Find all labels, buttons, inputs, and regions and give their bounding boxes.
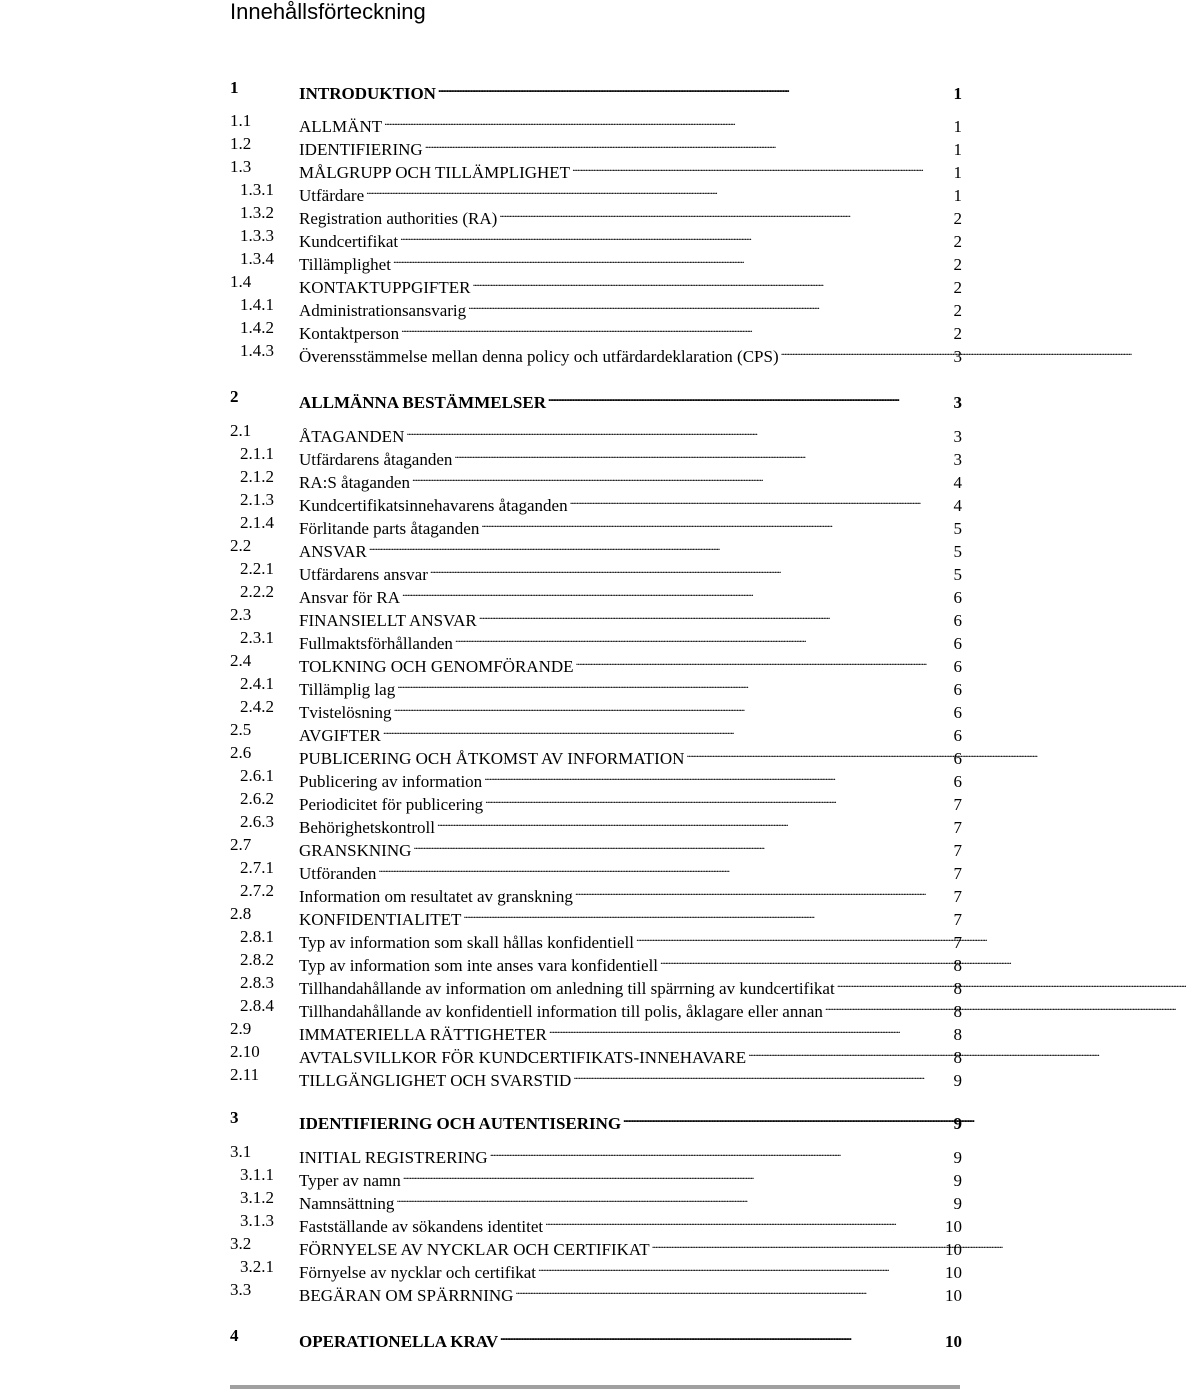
toc-dot-leader bbox=[383, 719, 952, 741]
toc-dot-leader bbox=[393, 248, 952, 270]
toc-dot-leader bbox=[576, 650, 952, 672]
toc-entry-number: 2.8.3 bbox=[240, 973, 274, 992]
toc-entry-title: AVGIFTER bbox=[299, 726, 381, 745]
toc-entry-number: 2.8.1 bbox=[240, 927, 274, 946]
toc-entry[interactable] bbox=[230, 133, 962, 159]
toc-entry-page-number: 6 bbox=[953, 703, 962, 722]
toc-entry[interactable] bbox=[230, 225, 962, 251]
toc-entry-page-number: 6 bbox=[953, 657, 962, 676]
toc-entry-number: 1.3.1 bbox=[240, 180, 274, 199]
toc-dot-leader bbox=[490, 1141, 952, 1163]
toc-entry-number: 2.6.2 bbox=[240, 789, 274, 808]
toc-entry-page-number: 1 bbox=[953, 163, 962, 182]
toc-entry[interactable] bbox=[230, 512, 962, 538]
toc-entry-title: FÖRNYELSE AV NYCKLAR OCH CERTIFIKAT bbox=[299, 1240, 650, 1259]
toc-entry-number: 2.9 bbox=[230, 1019, 252, 1038]
toc-entry-title: Tillämplig lag bbox=[299, 680, 396, 699]
toc-entry[interactable] bbox=[230, 995, 962, 1021]
toc-entry-title: FINANSIELLT ANSVAR bbox=[299, 611, 477, 630]
toc-entry[interactable] bbox=[230, 857, 962, 883]
toc-entry-page-number: 2 bbox=[953, 209, 962, 228]
toc-entry[interactable] bbox=[230, 788, 962, 814]
toc-entry-number: 2.10 bbox=[230, 1042, 260, 1061]
toc-entry-title: Förnyelse av nycklar och certifikat bbox=[299, 1263, 536, 1282]
toc-entry-title: Fullmaktsförhållanden bbox=[299, 634, 453, 653]
toc-entry-body bbox=[299, 1279, 962, 1307]
toc-dot-leader bbox=[837, 972, 952, 994]
toc-entry-title: Överensstämmelse mellan denna policy och utfärdardeklaration (CPS) bbox=[299, 347, 779, 366]
toc-dot-leader bbox=[575, 880, 952, 902]
toc-entry[interactable] bbox=[230, 1233, 962, 1259]
toc-entry-number: 2.1 bbox=[230, 421, 252, 440]
toc-entry-title: ALLMÄNT bbox=[299, 117, 383, 136]
toc-entry-title: KONTAKTUPPGIFTER bbox=[299, 278, 471, 297]
toc-entry[interactable] bbox=[230, 1141, 962, 1167]
toc-dot-leader bbox=[484, 765, 951, 787]
toc-entry-number: 2.3 bbox=[230, 605, 252, 624]
toc-dot-leader bbox=[455, 627, 952, 649]
toc-entry-number: 2.6.3 bbox=[240, 812, 274, 831]
toc-entry[interactable] bbox=[230, 340, 962, 366]
toc-entry-page-number: 7 bbox=[953, 887, 962, 906]
toc-entry-number: 2.11 bbox=[230, 1065, 260, 1084]
toc-dot-leader bbox=[402, 581, 951, 603]
toc-entry-title: RA:S åtaganden bbox=[299, 473, 410, 492]
toc-entry-body bbox=[299, 1107, 962, 1135]
toc-dot-leader bbox=[573, 1064, 951, 1086]
toc-entry-number: 2.4 bbox=[230, 651, 252, 670]
toc-entry-title: MÅLGRUPP OCH TILLÄMPLIGHET bbox=[299, 163, 571, 182]
toc-entry-title: GRANSKNING bbox=[299, 841, 412, 860]
toc-entry-page-number: 6 bbox=[953, 772, 962, 791]
toc-heading: Innehållsförteckning bbox=[230, 0, 426, 24]
toc-entry-page-number: 2 bbox=[953, 255, 962, 274]
toc-entry-page-number: 7 bbox=[953, 933, 962, 952]
toc-entry[interactable] bbox=[230, 489, 962, 515]
toc-entry-title: INTRODUKTION bbox=[299, 84, 436, 103]
toc-entry[interactable] bbox=[230, 317, 962, 343]
toc-entry[interactable] bbox=[230, 110, 962, 136]
toc-entry-number: 3.1.2 bbox=[240, 1188, 274, 1207]
toc-entry-number: 2.2.1 bbox=[240, 559, 274, 578]
toc-entry[interactable] bbox=[230, 673, 962, 699]
toc-entry[interactable] bbox=[230, 1210, 962, 1236]
toc-entry-title: Periodicitet för publicering bbox=[299, 795, 484, 814]
toc-entry-page-number: 6 bbox=[953, 749, 962, 768]
toc-entry[interactable] bbox=[230, 765, 962, 791]
toc-entry[interactable] bbox=[230, 696, 962, 722]
toc-dot-leader bbox=[572, 156, 951, 178]
toc-entry-page-number: 8 bbox=[953, 1048, 962, 1067]
toc-entry[interactable] bbox=[230, 1107, 962, 1133]
toc-entry-number: 2 bbox=[230, 387, 239, 406]
toc-dot-leader bbox=[463, 903, 951, 925]
toc-entry-page-number: 1 bbox=[953, 84, 962, 103]
toc-entry-title: Utfärdarens ansvar bbox=[299, 565, 428, 584]
toc-dot-leader bbox=[412, 466, 952, 488]
toc-entry[interactable] bbox=[230, 443, 962, 469]
toc-entry-number: 3.1.3 bbox=[240, 1211, 274, 1230]
toc-entry-page-number: 9 bbox=[953, 1194, 962, 1213]
toc-entry-page-number: 4 bbox=[953, 473, 962, 492]
toc-dot-leader bbox=[430, 558, 952, 580]
toc-entry[interactable] bbox=[230, 880, 962, 906]
toc-entry-page-number: 2 bbox=[953, 232, 962, 251]
toc-entry-number: 2.4.2 bbox=[240, 697, 274, 716]
toc-entry-page-number: 6 bbox=[953, 588, 962, 607]
toc-entry-page-number: 10 bbox=[945, 1263, 962, 1282]
toc-entry-title: IMMATERIELLA RÄTTIGHETER bbox=[299, 1025, 547, 1044]
toc-entry[interactable] bbox=[230, 420, 962, 446]
toc-dot-leader bbox=[660, 949, 951, 971]
toc-entry-number: 1.3.3 bbox=[240, 226, 274, 245]
toc-entry-page-number: 10 bbox=[945, 1332, 962, 1351]
toc-entry-title: ANSVAR bbox=[299, 542, 367, 561]
toc-dot-leader bbox=[636, 926, 952, 948]
toc-entry-number: 2.1.2 bbox=[240, 467, 274, 486]
toc-dot-leader bbox=[545, 1210, 943, 1232]
toc-entry-page-number: 7 bbox=[953, 795, 962, 814]
toc-entry-body bbox=[299, 77, 962, 105]
toc-entry[interactable] bbox=[230, 834, 962, 860]
toc-entry-page-number: 9 bbox=[953, 1148, 962, 1167]
toc-entry-title: Tvistelösning bbox=[299, 703, 392, 722]
toc-entry-title: IDENTIFIERING bbox=[299, 140, 423, 159]
toc-entry-title: Tillhandahållande av konfidentiell information till polis, åklagare eller annan bbox=[299, 1002, 823, 1021]
toc-entry-title: Tillhandahållande av information om anledning till spärrning av kundcertifikat bbox=[299, 979, 835, 998]
toc-entry-page-number: 3 bbox=[953, 347, 962, 366]
toc-dot-leader bbox=[366, 179, 951, 201]
toc-entry-title: Kundcertifikatsinnehavarens åtaganden bbox=[299, 496, 568, 515]
toc-entry-number: 2.4.1 bbox=[240, 674, 274, 693]
toc-entry-number: 1.3.2 bbox=[240, 203, 274, 222]
toc-dot-leader bbox=[401, 317, 951, 339]
toc-entry-title: Utfärdare bbox=[299, 186, 365, 205]
toc-entry-title: Tillämplighet bbox=[299, 255, 391, 274]
toc-entry[interactable] bbox=[230, 949, 962, 975]
toc-entry[interactable] bbox=[230, 535, 962, 561]
toc-entry-body bbox=[299, 386, 962, 414]
toc-entry-title: Kontaktperson bbox=[299, 324, 400, 343]
toc-dot-leader bbox=[413, 834, 951, 856]
toc-entry-number: 2.8.2 bbox=[240, 950, 274, 969]
toc-dot-leader bbox=[369, 535, 952, 557]
toc-entry-number: 1.4.2 bbox=[240, 318, 274, 337]
toc-entry-title: Namnsättning bbox=[299, 1194, 395, 1213]
toc-entry-number: 1.3.4 bbox=[240, 249, 274, 268]
toc-entry-number: 2.1.1 bbox=[240, 444, 274, 463]
toc-entry[interactable] bbox=[230, 1164, 962, 1190]
toc-entry-page-number: 9 bbox=[953, 1114, 962, 1133]
toc-entry-title: ALLMÄNNA BESTÄMMELSER bbox=[299, 393, 547, 412]
toc-entry-page-number: 10 bbox=[945, 1217, 962, 1236]
toc-dot-leader bbox=[378, 857, 951, 879]
toc-entry-title: Typ av information som skall hållas konfidentiell bbox=[299, 933, 634, 952]
toc-dot-leader bbox=[515, 1279, 943, 1301]
toc-entry-title: AVTALSVILLKOR FÖR KUNDCERTIFIKATS-INNEHAVARE bbox=[299, 1048, 747, 1067]
toc-entry-page-number: 5 bbox=[953, 542, 962, 561]
toc-entry-title: TOLKNING OCH GENOMFÖRANDE bbox=[299, 657, 574, 676]
toc-entry-title: Behörighetskontroll bbox=[299, 818, 435, 837]
toc-entry-page-number: 8 bbox=[953, 979, 962, 998]
toc-dot-leader bbox=[652, 1233, 943, 1255]
toc-entry-number: 2.1.3 bbox=[240, 490, 274, 509]
toc-entry-title: TILLGÄNGLIGHET OCH SVARSTID bbox=[299, 1071, 572, 1090]
toc-entry-page-number: 6 bbox=[953, 634, 962, 653]
toc-entry-page-number: 1 bbox=[953, 140, 962, 159]
toc-dot-leader bbox=[548, 386, 951, 408]
toc-entry[interactable] bbox=[230, 271, 962, 297]
toc-dot-leader bbox=[406, 420, 951, 442]
toc-entry-title: Publicering av information bbox=[299, 772, 483, 791]
toc-dot-leader bbox=[485, 788, 951, 810]
toc-entry[interactable] bbox=[230, 1018, 962, 1044]
toc-dot-leader bbox=[499, 202, 951, 224]
toc-entry-title: Utfärdarens åtaganden bbox=[299, 450, 453, 469]
toc-entry-number: 3.1 bbox=[230, 1142, 252, 1161]
toc-entry[interactable] bbox=[230, 650, 962, 676]
toc-entry-number: 2.7.1 bbox=[240, 858, 274, 877]
toc-entry[interactable] bbox=[230, 558, 962, 584]
toc-entry-title: Förlitande parts åtaganden bbox=[299, 519, 480, 538]
toc-entry-number: 1.4.3 bbox=[240, 341, 274, 360]
toc-entry[interactable] bbox=[230, 581, 962, 607]
toc-entry-number: 2.8.4 bbox=[240, 996, 274, 1015]
toc-entry-number: 2.1.4 bbox=[240, 513, 274, 532]
toc-entry[interactable] bbox=[230, 742, 962, 768]
toc-entry[interactable] bbox=[230, 1064, 962, 1090]
toc-entry-page-number: 1 bbox=[953, 186, 962, 205]
footer-divider bbox=[230, 1385, 960, 1389]
toc-entry-title: Fastställande av sökandens identitet bbox=[299, 1217, 544, 1236]
toc-entry[interactable] bbox=[230, 1187, 962, 1213]
toc-entry-page-number: 8 bbox=[953, 1002, 962, 1021]
toc-entry[interactable] bbox=[230, 604, 962, 630]
toc-entry-number: 1 bbox=[230, 78, 239, 97]
toc-dot-leader bbox=[437, 811, 952, 833]
toc-entry-number: 3.3 bbox=[230, 1280, 252, 1299]
toc-entry-page-number: 8 bbox=[953, 1025, 962, 1044]
toc-entry-page-number: 2 bbox=[953, 324, 962, 343]
toc-entry-page-number: 2 bbox=[953, 301, 962, 320]
toc-entry[interactable] bbox=[230, 248, 962, 274]
toc-entry-title: IDENTIFIERING OCH AUTENTISERING bbox=[299, 1114, 622, 1133]
toc-entry-page-number: 2 bbox=[953, 278, 962, 297]
toc-entry-page-number: 1 bbox=[953, 117, 962, 136]
toc-entry-page-number: 7 bbox=[953, 818, 962, 837]
toc-entry-page-number: 10 bbox=[945, 1286, 962, 1305]
toc-entry-number: 1.4 bbox=[230, 272, 252, 291]
toc-entry-number: 1.4.1 bbox=[240, 295, 274, 314]
toc-entry-title: Typ av information som inte anses vara konfidentiell bbox=[299, 956, 659, 975]
toc-entry-page-number: 3 bbox=[953, 450, 962, 469]
toc-entry-number: 2.3.1 bbox=[240, 628, 274, 647]
toc-entry-number: 2.7 bbox=[230, 835, 252, 854]
toc-entry[interactable] bbox=[230, 77, 962, 103]
toc-entry-number: 3 bbox=[230, 1108, 239, 1127]
toc-entry-number: 2.8 bbox=[230, 904, 252, 923]
toc-entry-title: Typer av namn bbox=[299, 1171, 401, 1190]
toc-entry-number: 2.6.1 bbox=[240, 766, 274, 785]
toc-entry-body bbox=[299, 1064, 962, 1092]
toc-entry[interactable] bbox=[230, 972, 962, 998]
toc-entry-page-number: 8 bbox=[953, 956, 962, 975]
toc-entry[interactable] bbox=[230, 627, 962, 653]
toc-entry-title: INITIAL REGISTRERING bbox=[299, 1148, 488, 1167]
toc-entry-page-number: 7 bbox=[953, 910, 962, 929]
toc-dot-leader bbox=[549, 1018, 952, 1040]
toc-entry-page-number: 6 bbox=[953, 611, 962, 630]
toc-entry-number: 4 bbox=[230, 1326, 239, 1345]
toc-entry-page-number: 4 bbox=[953, 496, 962, 515]
toc-dot-leader bbox=[500, 1325, 943, 1347]
toc-dot-leader bbox=[570, 489, 952, 511]
toc-entry-page-number: 5 bbox=[953, 519, 962, 538]
toc-entry-page-number: 7 bbox=[953, 841, 962, 860]
toc-entry-body bbox=[299, 1325, 962, 1353]
toc-entry-number: 3.2 bbox=[230, 1234, 252, 1253]
toc-entry-title: KONFIDENTIALITET bbox=[299, 910, 462, 929]
toc-entry[interactable] bbox=[230, 1325, 962, 1351]
toc-entry-number: 1.3 bbox=[230, 157, 252, 176]
toc-dot-leader bbox=[384, 110, 951, 132]
toc-entry[interactable] bbox=[230, 1041, 962, 1067]
toc-entry-number: 2.6 bbox=[230, 743, 252, 762]
toc-entry-number: 3.1.1 bbox=[240, 1165, 274, 1184]
toc-entry-page-number: 6 bbox=[953, 680, 962, 699]
toc-entry-title: ÅTAGANDEN bbox=[299, 427, 405, 446]
toc-entry[interactable] bbox=[230, 926, 962, 952]
toc-entry-title: OPERATIONELLA KRAV bbox=[299, 1332, 499, 1351]
toc-dot-leader bbox=[825, 995, 952, 1017]
toc-dot-leader bbox=[781, 340, 952, 362]
toc-entry-page-number: 9 bbox=[953, 1071, 962, 1090]
toc-entry-title: Registration authorities (RA) bbox=[299, 209, 498, 228]
toc-entry[interactable] bbox=[230, 1256, 962, 1282]
toc-entry-page-number: 7 bbox=[953, 864, 962, 883]
toc-dot-leader bbox=[686, 742, 951, 764]
toc-dot-leader bbox=[403, 1164, 952, 1186]
toc-entry-title: BEGÄRAN OM SPÄRRNING bbox=[299, 1286, 514, 1305]
toc-dot-leader bbox=[397, 673, 951, 695]
toc-entry[interactable] bbox=[230, 903, 962, 929]
toc-dot-leader bbox=[454, 443, 951, 465]
toc-entry[interactable] bbox=[230, 1279, 962, 1305]
toc-entry-number: 2.7.2 bbox=[240, 881, 274, 900]
toc-dot-leader bbox=[468, 294, 951, 316]
toc-entry-title: Kundcertifikat bbox=[299, 232, 399, 251]
toc-entry-page-number: 6 bbox=[953, 726, 962, 745]
toc-entry-title: Utföranden bbox=[299, 864, 377, 883]
toc-entry-page-number: 9 bbox=[953, 1171, 962, 1190]
toc-entry-number: 1.2 bbox=[230, 134, 252, 153]
toc-dot-leader bbox=[425, 133, 952, 155]
toc-dot-leader bbox=[438, 77, 952, 99]
toc-dot-leader bbox=[472, 271, 951, 293]
toc-entry-body bbox=[299, 340, 962, 368]
toc-entry-number: 2.2.2 bbox=[240, 582, 274, 601]
toc-entry-number: 2.2 bbox=[230, 536, 252, 555]
toc-entry[interactable] bbox=[230, 386, 962, 412]
toc-entry[interactable] bbox=[230, 719, 962, 745]
toc-entry-title: Information om resultatet av granskning bbox=[299, 887, 573, 906]
toc-entry[interactable] bbox=[230, 202, 962, 228]
toc-entry[interactable] bbox=[230, 156, 962, 182]
toc-entry[interactable] bbox=[230, 811, 962, 837]
toc-dot-leader bbox=[481, 512, 951, 534]
toc-entry[interactable] bbox=[230, 466, 962, 492]
toc-entry-title: Ansvar för RA bbox=[299, 588, 401, 607]
toc-entry-number: 2.5 bbox=[230, 720, 252, 739]
toc-entry[interactable] bbox=[230, 179, 962, 205]
toc-entry[interactable] bbox=[230, 294, 962, 320]
toc-entry-title: Administrationsansvarig bbox=[299, 301, 467, 320]
toc-entry-number: 3.2.1 bbox=[240, 1257, 274, 1276]
toc-entry-page-number: 3 bbox=[953, 427, 962, 446]
toc-entry-title: PUBLICERING OCH ÅTKOMST AV INFORMATION bbox=[299, 749, 685, 768]
toc-dot-leader bbox=[394, 696, 952, 718]
toc-entry-page-number: 3 bbox=[953, 393, 962, 412]
toc-dot-leader bbox=[396, 1187, 951, 1209]
toc-dot-leader bbox=[623, 1107, 951, 1129]
toc-entry-number: 1.1 bbox=[230, 111, 252, 130]
toc-entry-page-number: 10 bbox=[945, 1240, 962, 1259]
toc-dot-leader bbox=[538, 1256, 943, 1278]
toc-dot-leader bbox=[748, 1041, 951, 1063]
toc-entry-page-number: 5 bbox=[953, 565, 962, 584]
toc-dot-leader bbox=[479, 604, 952, 626]
toc-dot-leader bbox=[400, 225, 951, 247]
